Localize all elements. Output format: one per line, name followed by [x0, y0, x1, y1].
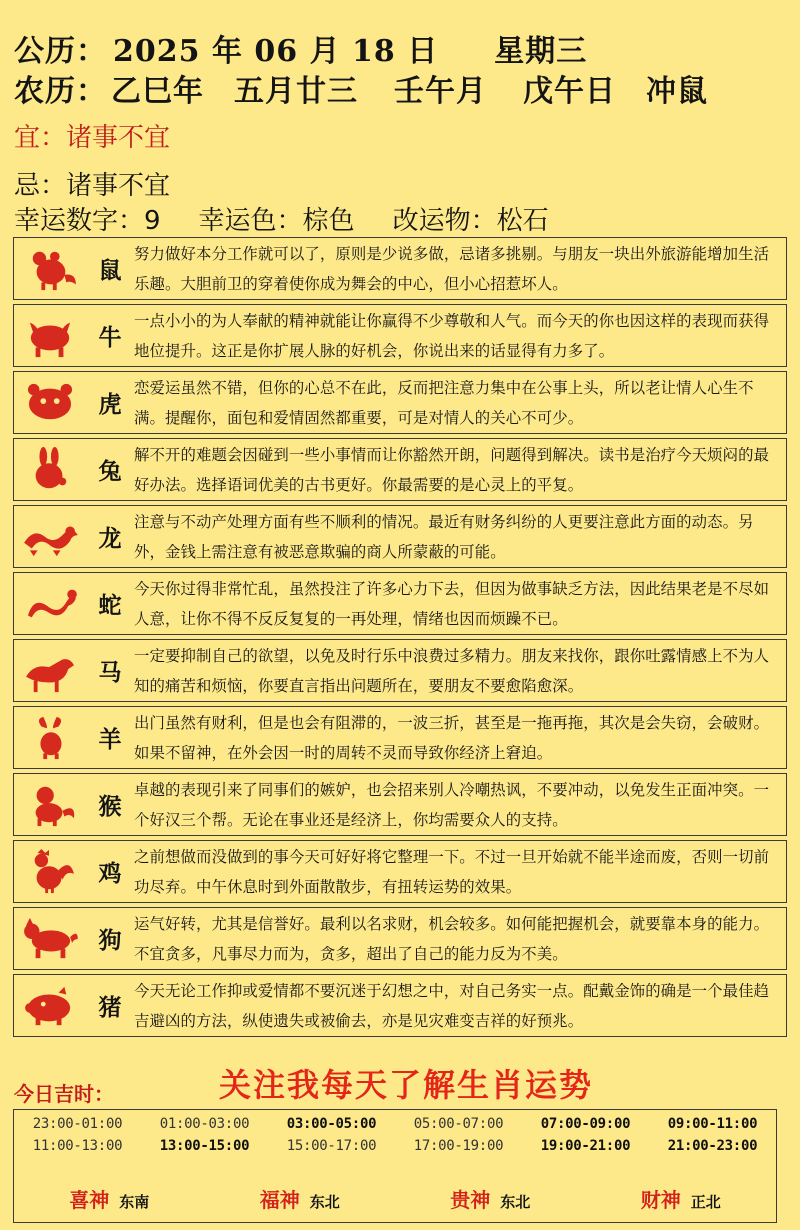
zodiac-name: 鸡	[98, 860, 122, 887]
zodiac-fortune-text: 卓越的表现引来了同事们的嫉妒，也会招来别人冷嘲热讽，不要冲动，以免发生正面冲突。一个好汉三个帮。无论在事业还是经济上，你均需要众人的支持。	[134, 780, 770, 829]
zodiac-name: 狗	[98, 927, 122, 954]
zodiac-row	[13, 639, 787, 702]
solar-separator: ：	[76, 34, 107, 69]
god-name: 福神	[259, 1188, 300, 1212]
avoid-text: 忌：诸事不宜	[14, 171, 171, 201]
hour-slot: 07:00-09:00	[540, 1116, 631, 1132]
god-dir: 东南	[119, 1193, 150, 1211]
god-name: 喜神	[69, 1188, 110, 1212]
zodiac-name: 马	[98, 659, 122, 686]
dog-icon	[14, 910, 86, 968]
zodiac-name: 兔	[98, 458, 122, 485]
hour-slot: 03:00-05:00	[286, 1116, 377, 1132]
zodiac-row	[13, 706, 787, 769]
rooster-icon	[14, 843, 86, 901]
zodiac-row	[13, 974, 787, 1037]
goat-icon	[14, 709, 86, 767]
lucky-line	[14, 200, 549, 237]
ox-icon	[14, 307, 86, 365]
follow-banner: 关注我每天了解生肖运势	[218, 1066, 593, 1104]
zodiac-fortune-text: 今天无论工作抑或爱情都不要沉迷于幻想之中，对自己务实一点。配戴金饰的确是一个最佳趋吉避凶的方法，纵使遗失或被偷去，亦是见灾难变吉祥的好预兆。	[134, 981, 770, 1030]
zodiac-fortune-text: 运气好转，尤其是信誉好。最利以名求财，机会较多。如何能把握机会，就要靠本身的能力。不宜贪多，凡事尽力而为，贪多，超出了自己的能力反为不美。	[134, 914, 770, 963]
zodiac-fortune-text: 一定要抑制自己的欲望，以免及时行乐中浪费过多精力。朋友来找你，跟你吐露情感上不为人知的痛苦和烦恼，你要直言指出问题所在，要朋友不要愈陷愈深。	[134, 646, 770, 695]
hour-slot: 19:00-21:00	[540, 1138, 631, 1154]
zodiac-row	[13, 371, 787, 434]
suitable-text: 宜：诸事不宜	[14, 123, 171, 153]
dragon-icon	[14, 508, 86, 566]
clash: 冲鼠	[646, 74, 708, 109]
zodiac-row	[13, 505, 787, 568]
zodiac-row	[13, 304, 787, 367]
hour-slot: 13:00-15:00	[159, 1138, 250, 1154]
zodiac-row	[13, 237, 787, 300]
god-direction	[395, 1184, 586, 1213]
lunar-day: 五月廿三	[234, 74, 358, 109]
hour-slot: 21:00-23:00	[667, 1138, 758, 1154]
zodiac-row	[13, 438, 787, 501]
lunar-separator: ：	[76, 74, 107, 109]
day-ganzhi: 戊午日	[523, 74, 616, 109]
zodiac-name: 牛	[98, 324, 122, 351]
zodiac-row	[13, 572, 787, 635]
hour-slot: 17:00-19:00	[413, 1138, 504, 1154]
weekday: 星期三	[494, 34, 588, 69]
zodiac-name: 鼠	[98, 257, 122, 284]
rat-icon	[14, 240, 86, 298]
gods-row	[14, 1184, 776, 1213]
snake-icon	[14, 575, 86, 633]
zodiac-fortune-text: 努力做好本分工作就可以了，原则是少说多做，忌诸多挑剔。与朋友一块出外旅游能增加生活乐趣。大胆前卫的穿着使你成为舞会的中心，但小心招惹坏人。	[134, 244, 770, 293]
god-direction	[205, 1184, 396, 1213]
zodiac-row	[13, 773, 787, 836]
god-dir: 东北	[309, 1193, 340, 1211]
horse-icon	[14, 642, 86, 700]
hour-slot: 11:00-13:00	[32, 1138, 123, 1154]
monkey-icon	[14, 776, 86, 834]
zodiac-row	[13, 840, 787, 903]
god-name: 财神	[640, 1188, 681, 1212]
pig-icon	[14, 977, 86, 1035]
zodiac-name: 龙	[98, 525, 122, 552]
zodiac-name: 蛇	[98, 592, 122, 619]
hour-slot: 23:00-01:00	[32, 1116, 123, 1132]
lunar-year: 乙巳年	[111, 74, 204, 109]
god-dir: 正北	[690, 1193, 721, 1211]
solar-date: 2025 年 06 月 18 日	[113, 34, 439, 69]
solar-label: 公历	[14, 34, 76, 69]
god-direction	[586, 1184, 777, 1213]
hour-slot: 05:00-07:00	[413, 1116, 504, 1132]
zodiac-name: 虎	[98, 391, 122, 418]
zodiac-fortune-text: 今天你过得非常忙乱，虽然投注了许多心力下去，但因为做事缺乏方法，因此结果老是不尽如人意，让你不得不反反复复的一再处理，情绪也因而烦躁不已。	[134, 579, 770, 628]
lucky-number: 幸运数字：9	[14, 206, 161, 236]
hour-slot: 15:00-17:00	[286, 1138, 377, 1154]
zodiac-list	[13, 237, 787, 1041]
god-dir: 东北	[500, 1193, 531, 1211]
god-name: 贵神	[450, 1188, 491, 1212]
god-direction	[14, 1184, 205, 1213]
zodiac-fortune-text: 之前想做而没做到的事今天可好好将它整理一下。不过一旦开始就不能半途而废，否则一切前功尽弃。中午休息时到外面散散步，有扭转运势的效果。	[134, 847, 770, 896]
hour-slot: 09:00-11:00	[667, 1116, 758, 1132]
hour-slot: 01:00-03:00	[159, 1116, 250, 1132]
lunar-label: 农历	[14, 74, 76, 109]
tiger-icon	[14, 374, 86, 432]
auspicious-hours-box	[13, 1109, 777, 1223]
zodiac-name: 猪	[98, 994, 122, 1021]
lucky-item: 改运物：松石	[392, 206, 549, 236]
zodiac-fortune-text: 出门虽然有财利，但是也会有阻滞的，一波三折，甚至是一拖再拖，其次是会失窃，会破财。如果不留神，在外会因一时的周转不灵而导致你经济上窘迫。	[134, 713, 770, 762]
zodiac-fortune-text: 注意与不动产处理方面有些不顺利的情况。最近有财务纠纷的人更要注意此方面的动态。另外，金钱上需注意有被恶意欺骗的商人所蒙蔽的可能。	[134, 512, 754, 561]
zodiac-name: 猴	[98, 793, 122, 820]
solar-date-line	[14, 26, 587, 70]
lucky-color: 幸运色：棕色	[198, 206, 355, 236]
lunar-date-line	[14, 66, 708, 110]
zodiac-fortune-text: 恋爱运虽然不错，但你的心总不在此，反而把注意力集中在公事上头，所以老让情人心生不满。提醒你，面包和爱情固然都重要，可是对情人的关心不可少。	[134, 378, 754, 427]
zodiac-name: 羊	[98, 726, 122, 753]
hours-grid	[14, 1116, 776, 1154]
zodiac-row	[13, 907, 787, 970]
rabbit-icon	[14, 441, 86, 499]
month-ganzhi: 壬午月	[394, 74, 487, 109]
zodiac-fortune-text: 解不开的难题会因碰到一些小事情而让你豁然开朗，问题得到解决。读书是治疗今天烦闷的最好办法。选择语词优美的古书更好。你最需要的是心灵上的平复。	[134, 445, 770, 494]
zodiac-fortune-text: 一点小小的为人奉献的精神就能让你赢得不少尊敬和人气。而今天的你也因这样的表现而获得地位提升。这正是你扩展人脉的好机会，你说出来的话显得有力多了。	[134, 311, 770, 360]
today-hours-label: 今日吉时：	[14, 1082, 114, 1106]
